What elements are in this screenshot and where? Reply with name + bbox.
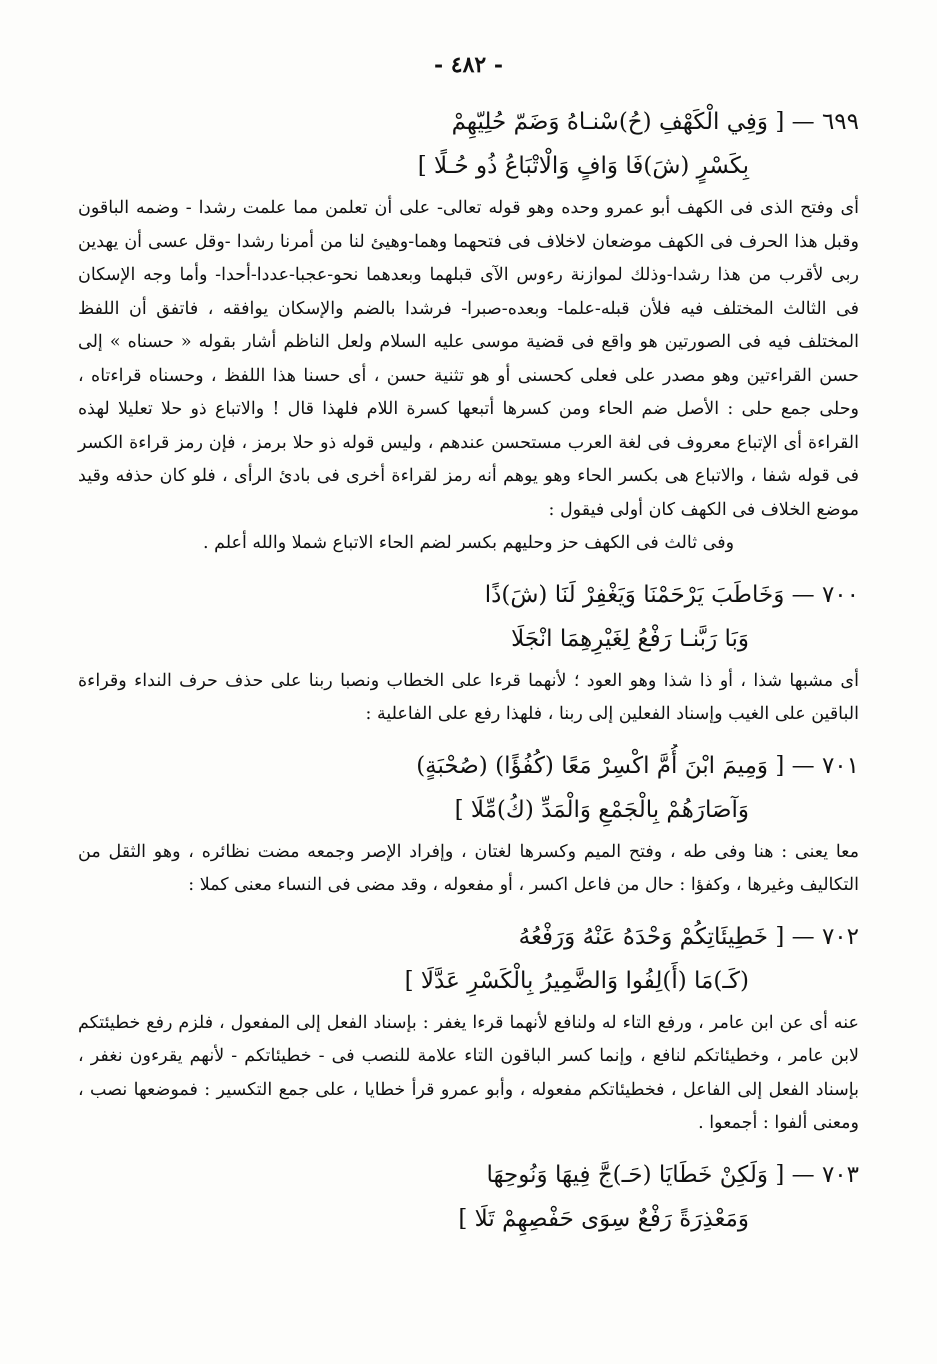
verse-block-700 <box>78 573 859 661</box>
verse-line-second: (كَـ)مَا (أَ)لِفُوا وَالضَّمِيرُ بِالْكَسْرِ عَدَّلَا ] <box>404 967 749 994</box>
verse-block-702 <box>78 915 859 1003</box>
verse-line-first: ٧٠٣ — [ وَلَكِنْ خَطَايَا (حَـ)جَّ فِيهَا وَنُوحِهَا <box>486 1161 859 1188</box>
verse-line-second: وَمَعْذِرَةً رَفْعٌ سِوَى حَفْصِهِمْ تَلَا ] <box>458 1205 749 1232</box>
commentary-paragraph: أى وفتح الذى فى الكهف أبو عمرو وحده وهو قوله تعالى- على أن تعلمن مما علمت رشدا - وضمه الباقون وقبل هذا الحرف فى الكهف موضعان لاخلاف فى فتحهما وهما-وهيئ لنا من أمرنا رشدا -وقل عسى أن يهدين ربى لأقرب من هذا رشدا-وذلك لموازنة رءوس الآى قبلهما وبعدهما نحو-عجبا-عددا-أحدا- وأما وجه الإسكان فى الثالث المختلف فيه فلأن قبله-علما- وبعده-صبرا- فرشدا بالضم والإسكان يوافقه ، فاتفق أن اللفظ المختلف فيه فى الصورتين هو واقع فى قضية موسى عليه السلام ولعل الناظم أشار بقوله « حسناه » إلى حسن القراءتين وهو مصدر على فعلى كحسنى أو هو تثنية حسن ، أى حسنا هذا اللفظ ، وحسناه قراءتاه ، وحلى جمع حلى : الأصل ضم الحاء ومن كسرها أتبعها كسرة اللام فلهذا قال ! والاتباع ذو حلا تعليلا لهذه القراءة أى الإتباع معروف فى لغة العرب مستحسن عندهم ، وليس قوله ذو حلا برمز ، فإن رمز قراءة الكسر فى قوله شفا ، والاتباع هى بكسر الحاء وهو يوهم أنه رمز لقراءة أخرى فى بادئ الرأى ، فلو كان حذفه وقيد موضع الخلاف فى الكهف كان أولى فيقول : <box>78 198 859 520</box>
verse-line-first: ٦٩٩ — [ وَفِي الْكَهْفِ (حُ)سْنـاهُ وَضَمّ حُلِيّهِمْ <box>451 109 859 135</box>
commentary-paragraph: عنه أى عن ابن عامر ، ورفع التاء له ولنافع لأنهما قرءا يغفر : بإسناد الفعل إلى المفعول ، فلزم رفع خطيئتكم لابن عامر ، وخطيئاتكم لنافع ، وإنما كسر الباقون التاء علامة للنصب فى - خطيئاتكم - لأنهم يقرءون نغفر ، بإسناد الفعل إلى الفاعل ، فخطيئاتكم مفعوله ، وأبو عمرو قرأ خطايا ، على جمع التكسير : فموضعها نصب ، ومعنى ألفوا : أجمعوا . <box>78 1012 859 1133</box>
verse-block-703 <box>78 1153 859 1241</box>
verse-line-first: ٧٠١ — [ وَمِيمَ ابْنَ أُمَّ اكْسِرْ مَعًا (كُفُؤًا) (صُحْبَةٍ) <box>416 752 859 779</box>
verse-line-second: وَآصَارَهُمْ بِالْجَمْعِ وَالْمَدِّ (كُ)مِّلَا ] <box>454 796 749 823</box>
verse-line-second: وَبَا رَبَّنـا رَفْعُ لِغَيْرِهِمَا انْجَلَا <box>511 625 749 652</box>
verse-line-second: بِكَسْرٍ (شَ)فَا وَافٍ وَالْاتْبَاعُ ذُو حُـلًا ] <box>417 153 749 179</box>
commentary-paragraph: أى مشبها شذا ، أو ذا شذا وهو العود ؛ لأنهما قرءا على الخطاب ونصبا ربنا على حذف حرف النداء وقراءة الباقين على الغيب وإسناد الفعلين إلى ربنا ، فلهذا رفع على الفاعلية : <box>78 670 859 724</box>
quoted-verse-line: وفى ثالث فى الكهف حز وحليهم بكسر لضم الحاء الاتباع شملا والله أعلم . <box>202 533 735 553</box>
commentary-paragraph: معا يعنى : هنا وفى طه ، وفتح الميم وكسرها لغتان ، وإفراد الإصر وجمعه مضت نظائره ، وهو الثقل من التكاليف وغيرها ، وكفؤا : حال من فاعل اكسر ، أو مفعوله ، وقد مضى فى النساء معنى كملا : <box>78 841 859 895</box>
verse-block-699 <box>78 100 859 188</box>
page-number: - ٤٨٢ - <box>433 52 504 78</box>
verse-line-first: ٧٠٢ — [ خَطِيئَاتِكُمْ وَحْدَهُ عَنْهُ وَرَفْعُهُ <box>518 923 859 950</box>
verse-block-701 <box>78 744 859 832</box>
verse-line-first: ٧٠٠ — وَخَاطَبَ يَرْحَمْنَا وَيَغْفِرْ لَنَا (شَ)ذًا <box>484 581 859 608</box>
